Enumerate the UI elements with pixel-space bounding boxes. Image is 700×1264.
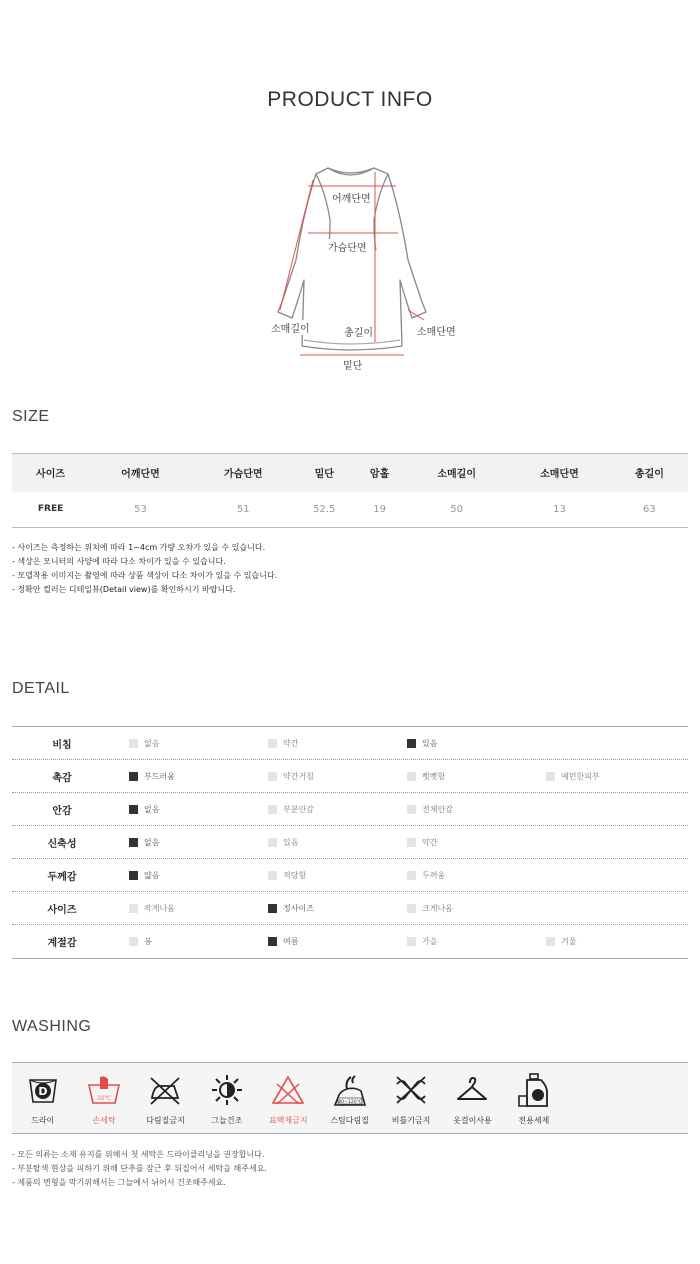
- detail-option: [390, 903, 529, 914]
- checked-box-icon: [129, 838, 138, 847]
- hem-label: 밑단: [342, 357, 363, 372]
- detail-row: [12, 859, 688, 892]
- steam-iron-icon: [333, 1073, 367, 1107]
- detail-table: [12, 726, 688, 959]
- detail-option-label: 약간: [422, 837, 438, 847]
- detail-option-label: 크게나옴: [422, 903, 453, 913]
- size-header-cell: 총길이: [611, 454, 688, 492]
- washing-note: - 제품의 변형을 막기위해서는 그늘에서 뉘어서 건조해주세요.: [12, 1178, 226, 1187]
- detail-option: [112, 936, 251, 947]
- unchecked-box-icon: [546, 772, 555, 781]
- detail-option-label: 부분안감: [283, 804, 314, 814]
- wash-label: 옷걸이사용: [453, 1116, 492, 1125]
- detail-option-label: 겨울: [561, 937, 577, 946]
- washing-section-title: WASHING: [12, 1018, 92, 1035]
- detail-option-label: 가을: [422, 937, 438, 946]
- detail-option-label: 전체안감: [422, 804, 453, 814]
- detail-option: [390, 837, 529, 848]
- no-bleach-icon: [271, 1073, 305, 1107]
- wash-label: 다림질금지: [146, 1116, 185, 1125]
- detail-option-label: 봄: [144, 937, 152, 946]
- wash-item-shade-dry: [196, 1063, 257, 1133]
- unchecked-box-icon: [129, 739, 138, 748]
- size-header-cell: 어깨단면: [89, 454, 192, 492]
- checked-box-icon: [407, 739, 416, 748]
- washing-notes: [12, 1148, 267, 1190]
- size-table: [12, 453, 688, 528]
- size-header-row: [12, 454, 688, 492]
- unchecked-box-icon: [268, 805, 277, 814]
- detail-section-title: DETAIL: [12, 680, 70, 697]
- wash-item-no-wring: [380, 1063, 441, 1133]
- hand-wash-temp: 30℃: [96, 1095, 112, 1102]
- unchecked-box-icon: [129, 937, 138, 946]
- checked-box-icon: [268, 904, 277, 913]
- wash-item-no-bleach: [258, 1063, 319, 1133]
- size-row: [12, 492, 688, 528]
- unchecked-box-icon: [407, 871, 416, 880]
- detail-row: [12, 925, 688, 958]
- unchecked-box-icon: [268, 871, 277, 880]
- wash-item-no-iron: [135, 1063, 196, 1133]
- size-header-cell: 소매길이: [405, 454, 508, 492]
- detail-row: [12, 727, 688, 760]
- garment-diagram: [250, 150, 470, 380]
- size-header-cell: 밑단: [295, 454, 354, 492]
- wash-item-detergent: [503, 1063, 564, 1133]
- detail-option: [112, 738, 251, 749]
- detergent-icon: [517, 1073, 551, 1107]
- hand-wash-icon: [87, 1073, 121, 1107]
- washing-icons: [12, 1062, 688, 1134]
- size-note: - 사이즈는 측정하는 위치에 따라 1~4cm 가량 오차가 있을 수 있습니다.: [12, 543, 266, 552]
- detail-option-label: 예민한피부: [561, 771, 600, 781]
- detail-row-label: 두께감: [47, 871, 77, 883]
- detail-row: [12, 892, 688, 925]
- detail-option: [251, 804, 390, 815]
- detail-row-label: 신축성: [47, 838, 77, 850]
- unchecked-box-icon: [268, 772, 277, 781]
- detail-row: [12, 760, 688, 793]
- size-cell: 50: [405, 492, 508, 528]
- wash-label: 표백제금지: [268, 1116, 308, 1125]
- size-note: - 모델착용 이미지는 촬영에 따라 상품 색상이 다소 차이가 있을 수 있습니다.: [12, 571, 278, 580]
- checked-box-icon: [268, 937, 277, 946]
- shoulder-label: 어깨단면: [331, 190, 372, 205]
- wash-label: 스팀다림질: [330, 1116, 369, 1125]
- wash-label: 전용세제: [518, 1116, 550, 1125]
- checked-box-icon: [129, 772, 138, 781]
- size-note: - 정확안 컬러는 디테일뷰(Detail view)를 확인하시기 바랍니다.: [12, 585, 236, 594]
- unchecked-box-icon: [268, 739, 277, 748]
- detail-option-label: 없음: [144, 804, 160, 814]
- detail-option: [390, 771, 529, 782]
- cuff-label: 소매단면: [416, 323, 457, 338]
- detail-option-label: 작게나옴: [144, 903, 175, 913]
- wash-item-dry: [12, 1063, 73, 1133]
- detail-option: [251, 870, 390, 881]
- detail-option-label: 적당함: [283, 870, 307, 880]
- detail-row-label: 비침: [52, 739, 72, 751]
- size-cell: 19: [354, 492, 405, 528]
- detail-option: [390, 936, 529, 947]
- detail-option-selected: [251, 903, 390, 914]
- size-header-cell: 암홀: [354, 454, 405, 492]
- unchecked-box-icon: [546, 937, 555, 946]
- wash-label: 손세탁: [92, 1116, 116, 1125]
- hanger-icon: [455, 1073, 489, 1107]
- detail-option-selected: [112, 771, 251, 782]
- detail-option: [529, 936, 668, 947]
- sleeve-length-label: 소매길이: [270, 320, 311, 335]
- detail-option-label: 없음: [144, 738, 160, 748]
- chest-label: 가슴단면: [327, 239, 368, 254]
- detail-option-label: 부드러움: [144, 771, 175, 781]
- total-length-label: 총길이: [343, 324, 374, 339]
- size-header-cell: 가슴단면: [192, 454, 295, 492]
- wash-item-hanger: [442, 1063, 503, 1133]
- unchecked-box-icon: [407, 772, 416, 781]
- size-cell: FREE: [12, 492, 89, 528]
- detail-option: [112, 903, 251, 914]
- checked-box-icon: [129, 805, 138, 814]
- detail-row-label: 촉감: [52, 772, 72, 784]
- unchecked-box-icon: [268, 838, 277, 847]
- detail-option: [251, 738, 390, 749]
- dry-letter: D: [38, 1085, 48, 1098]
- detail-option-label: 여름: [283, 937, 299, 946]
- detail-option-selected: [112, 870, 251, 881]
- size-section-title: SIZE: [12, 408, 50, 425]
- size-cell: 63: [611, 492, 688, 528]
- detail-option-label: 있음: [283, 837, 299, 847]
- detail-option: [529, 771, 668, 782]
- wash-label: 드라이: [31, 1116, 55, 1125]
- detail-row-label: 안감: [52, 805, 72, 817]
- detail-option-selected: [251, 936, 390, 947]
- size-cell: 53: [89, 492, 192, 528]
- detail-row: [12, 793, 688, 826]
- detail-option-label: 약간거침: [283, 771, 314, 781]
- detail-option-label: 얇음: [144, 870, 160, 880]
- wash-item-hand-wash: [73, 1063, 134, 1133]
- detail-option: [390, 804, 529, 815]
- detail-option-selected: [112, 804, 251, 815]
- unchecked-box-icon: [407, 805, 416, 814]
- no-iron-icon: [148, 1073, 182, 1107]
- detail-option-label: 약간: [283, 738, 299, 748]
- detail-option-label: 없음: [144, 837, 160, 847]
- detail-option: [390, 870, 529, 881]
- detail-option-label: 정사이즈: [283, 903, 314, 913]
- steam-temp: 80~120℃: [337, 1100, 362, 1105]
- unchecked-box-icon: [407, 937, 416, 946]
- wash-label: 그늘건조: [211, 1116, 243, 1125]
- detail-option-selected: [112, 837, 251, 848]
- no-wring-icon: [394, 1073, 428, 1107]
- unchecked-box-icon: [129, 904, 138, 913]
- page-title: PRODUCT INFO: [267, 88, 433, 111]
- size-note: - 색상은 모니터의 사양에 따라 다소 차이가 있을 수 있습니다.: [12, 557, 226, 566]
- size-cell: 52.5: [295, 492, 354, 528]
- detail-option-label: 뻣뻣함: [422, 771, 446, 781]
- size-cell: 13: [508, 492, 611, 528]
- detail-option: [251, 837, 390, 848]
- size-header-cell: 소매단면: [508, 454, 611, 492]
- sweater-outline: [250, 150, 470, 380]
- detail-row: [12, 826, 688, 859]
- wash-item-steam-iron: [319, 1063, 380, 1133]
- size-header-cell: 사이즈: [12, 454, 89, 492]
- detail-row-label: 계절감: [47, 938, 77, 949]
- washing-note: - 부분탈색 현상을 피하기 위해 단추를 잠근 후 뒤집어서 세탁을 해주세요.: [12, 1164, 267, 1173]
- detail-option-selected: [390, 738, 529, 749]
- detail-option-label: 두꺼움: [422, 870, 446, 880]
- checked-box-icon: [129, 871, 138, 880]
- detail-option-label: 있음: [422, 738, 438, 748]
- size-notes: [12, 541, 277, 597]
- detail-option: [251, 771, 390, 782]
- size-cell: 51: [192, 492, 295, 528]
- shade-dry-icon: [210, 1073, 244, 1107]
- dry-clean-icon: [26, 1073, 60, 1107]
- unchecked-box-icon: [407, 838, 416, 847]
- unchecked-box-icon: [407, 904, 416, 913]
- detail-row-label: 사이즈: [47, 904, 77, 916]
- washing-note: - 모든 의류는 소재 유지를 위해서 첫 세탁은 드라이클리닝을 권장합니다.: [12, 1150, 265, 1159]
- wash-label: 비틀기금지: [391, 1116, 431, 1125]
